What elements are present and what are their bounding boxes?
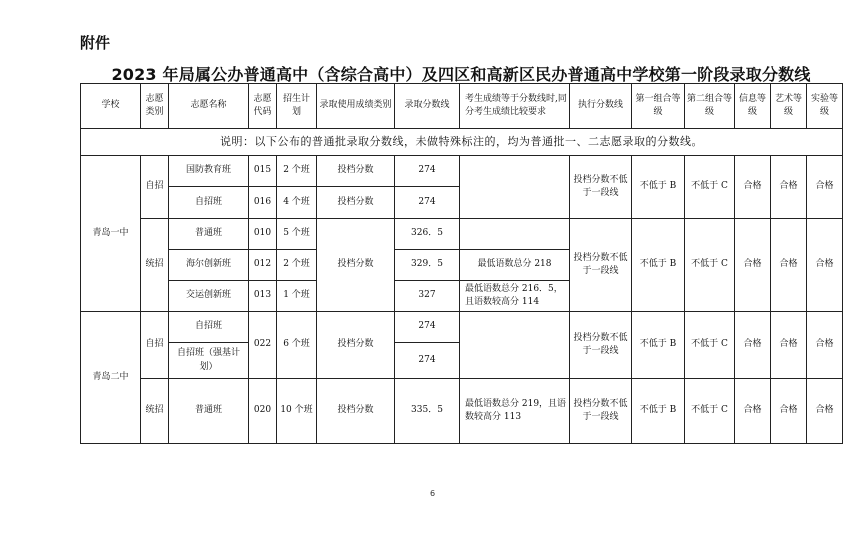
- info-grade: 合格: [735, 219, 771, 312]
- exp-grade: 合格: [807, 379, 843, 444]
- group2-grade: 不低于 C: [685, 156, 735, 219]
- tie-rule: [460, 219, 570, 250]
- cutoff-score: 329．5: [395, 250, 460, 281]
- program-code: 012: [249, 250, 277, 281]
- header-exp-grade: 实验等级: [807, 84, 843, 129]
- header-exec-line: 执行分数线: [570, 84, 632, 129]
- cutoff-score: 274: [395, 343, 460, 379]
- exp-grade: 合格: [807, 219, 843, 312]
- group2-grade: 不低于 C: [685, 379, 735, 444]
- art-grade: 合格: [771, 156, 807, 219]
- info-grade: 合格: [735, 379, 771, 444]
- program-code: 016: [249, 187, 277, 219]
- program-code: 015: [249, 156, 277, 187]
- admission-score-table: [80, 83, 843, 444]
- group1-grade: 不低于 B: [632, 379, 685, 444]
- program-code: 020: [249, 379, 277, 444]
- table-header-row: [81, 84, 843, 129]
- tie-rule: 最低语数总分 218: [460, 250, 570, 281]
- note-row: [81, 129, 843, 156]
- admission-type: 自招: [141, 312, 169, 379]
- program-name: 海尔创新班: [169, 250, 249, 281]
- program-name: 自招班: [169, 187, 249, 219]
- art-grade: 合格: [771, 379, 807, 444]
- document-title: 2023 年局属公办普通高中（含综合高中）及四区和高新区民办普通高中学校第一阶段录取分数线: [111, 65, 811, 84]
- group1-grade: 不低于 B: [632, 312, 685, 379]
- cutoff-score: 274: [395, 312, 460, 343]
- score-type: 投档分数: [317, 156, 395, 187]
- info-grade: 合格: [735, 156, 771, 219]
- group1-grade: 不低于 B: [632, 219, 685, 312]
- info-grade: 合格: [735, 312, 771, 379]
- cutoff-score: 327: [395, 281, 460, 312]
- header-tie-rule: 考生成绩等于分数线时,同分考生成绩比较要求: [460, 84, 570, 129]
- score-type: 投档分数: [317, 219, 395, 312]
- table-row: [81, 379, 843, 444]
- tie-rule: 最低语数总分 219，且语数较高分 113: [460, 379, 570, 444]
- enrollment-plan: 5 个班: [277, 219, 317, 250]
- table-note: 说明：以下公布的普通批录取分数线，未做特殊标注的，均为普通批一、二志愿录取的分数线。: [81, 129, 843, 156]
- program-code: 022: [249, 312, 277, 379]
- exec-line: 投档分数不低于一段线: [570, 219, 632, 312]
- school-name: 青岛二中: [81, 312, 141, 444]
- table-row: [81, 156, 843, 187]
- exp-grade: 合格: [807, 312, 843, 379]
- enrollment-plan: 6 个班: [277, 312, 317, 379]
- table-row: [81, 219, 843, 250]
- group2-grade: 不低于 C: [685, 219, 735, 312]
- exp-grade: 合格: [807, 156, 843, 219]
- school-name: 青岛一中: [81, 156, 141, 312]
- program-name: 普通班: [169, 219, 249, 250]
- program-code: 010: [249, 219, 277, 250]
- header-group1-grade: 第一组合等级: [632, 84, 685, 129]
- cutoff-score: 335．5: [395, 379, 460, 444]
- admission-type: 统招: [141, 219, 169, 312]
- tie-rule: [460, 156, 570, 219]
- score-type: 投档分数: [317, 379, 395, 444]
- art-grade: 合格: [771, 312, 807, 379]
- header-school: 学校: [81, 84, 141, 129]
- program-name: 普通班: [169, 379, 249, 444]
- enrollment-plan: 2 个班: [277, 250, 317, 281]
- cutoff-score: 326．5: [395, 219, 460, 250]
- tie-rule: 最低语数总分 216．5，且语数较高分 114: [460, 281, 570, 312]
- header-info-grade: 信息等级: [735, 84, 771, 129]
- header-plan: 招生计划: [277, 84, 317, 129]
- score-type: 投档分数: [317, 312, 395, 379]
- header-score-type: 录取使用成绩类别: [317, 84, 395, 129]
- art-grade: 合格: [771, 219, 807, 312]
- program-name: 交运创新班: [169, 281, 249, 312]
- program-name: 自招班（强基计划）: [169, 343, 249, 379]
- header-code: 志愿代码: [249, 84, 277, 129]
- header-group2-grade: 第二组合等级: [685, 84, 735, 129]
- header-type: 志愿类别: [141, 84, 169, 129]
- cutoff-score: 274: [395, 156, 460, 187]
- attachment-label: 附件: [80, 34, 111, 52]
- header-name: 志愿名称: [169, 84, 249, 129]
- table-row: [81, 312, 843, 343]
- group2-grade: 不低于 C: [685, 312, 735, 379]
- exec-line: 投档分数不低于一段线: [570, 312, 632, 379]
- enrollment-plan: 10 个班: [277, 379, 317, 444]
- enrollment-plan: 4 个班: [277, 187, 317, 219]
- cutoff-score: 274: [395, 187, 460, 219]
- tie-rule: [460, 312, 570, 379]
- header-score: 录取分数线: [395, 84, 460, 129]
- score-type: 投档分数: [317, 187, 395, 219]
- program-name: 国防教育班: [169, 156, 249, 187]
- enrollment-plan: 1 个班: [277, 281, 317, 312]
- exec-line: 投档分数不低于一段线: [570, 379, 632, 444]
- exec-line: 投档分数不低于一段线: [570, 156, 632, 219]
- admission-type: 自招: [141, 156, 169, 219]
- program-name: 自招班: [169, 312, 249, 343]
- page-number: 6: [429, 489, 436, 498]
- header-art-grade: 艺术等级: [771, 84, 807, 129]
- enrollment-plan: 2 个班: [277, 156, 317, 187]
- group1-grade: 不低于 B: [632, 156, 685, 219]
- program-code: 013: [249, 281, 277, 312]
- admission-type: 统招: [141, 379, 169, 444]
